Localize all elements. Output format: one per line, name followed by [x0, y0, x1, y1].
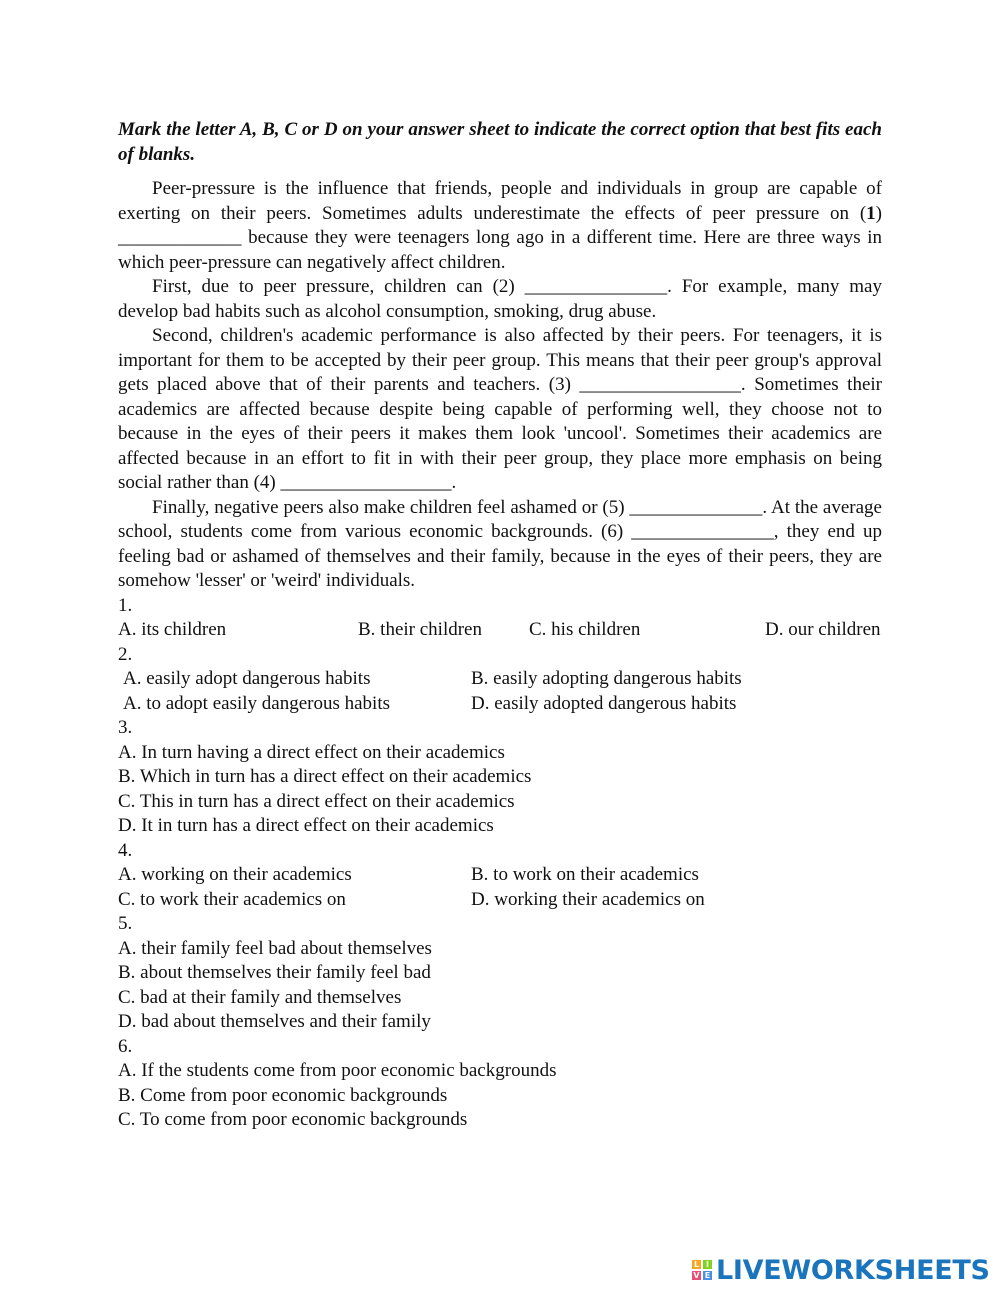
q2-option-c[interactable]: A. to adopt easily dangerous habits	[123, 692, 391, 714]
question-4-options-row-1	[118, 863, 882, 888]
q1-option-d[interactable]: D. our children	[765, 619, 881, 640]
question-number-1: 1.	[118, 594, 133, 616]
q1-option-a[interactable]: A. its children	[118, 619, 227, 640]
q1-option-c[interactable]: C. his children	[529, 619, 641, 640]
q3-option-c[interactable]: C. This in turn has a direct effect on their academics	[118, 790, 515, 812]
passage-paragraph-3: Second, children's academic performance is also affected by their peers. For teenagers, it is important for them to be accepted by their peer group. This means that their peer group's approval gets placed above that of their parents and teachers. (3) _________________. Sometimes their academics are affected because despite being capable of performing well, they choose not to because in the eyes of their peers it makes them look 'uncool'. Sometimes their academics are affected because in an effort to fit in with their peer group, they place more emphasis on being social rather than (4) __________________.	[118, 325, 882, 493]
blank-number-1: 1	[866, 202, 876, 224]
passage-p1-text-a: Peer-pressure is the influence that friends, people and individuals in group are capable of exerting on their peers. Sometimes adults underestimate the effects of peer pressure on (	[118, 178, 882, 224]
q4-option-c[interactable]: C. to work their academics on	[118, 888, 346, 910]
q1-option-b[interactable]: B. their children	[358, 619, 482, 640]
q5-option-d[interactable]: D. bad about themselves and their family	[118, 1011, 431, 1032]
q3-option-d[interactable]: D. It in turn has a direct effect on their academics	[118, 815, 494, 836]
instruction-heading: Mark the letter A, B, C or D on your answer sheet to indicate the correct option that best fits each of blanks.	[118, 119, 882, 165]
q4-option-d[interactable]: D. working their academics on	[471, 888, 705, 910]
q6-option-b[interactable]: B. Come from poor economic backgrounds	[118, 1084, 448, 1106]
q2-option-a[interactable]: A. easily adopt dangerous habits	[123, 668, 371, 689]
q4-option-b[interactable]: B. to work on their academics	[471, 864, 699, 885]
liveworksheets-logo-icon: L I V E	[693, 1260, 711, 1280]
liveworksheets-logo-text: LIVEWORKSHEETS	[716, 1254, 990, 1286]
q5-option-c[interactable]: C. bad at their family and themselves	[118, 986, 402, 1008]
question-number-5: 5.	[118, 913, 133, 934]
question-number-6: 6.	[118, 1035, 133, 1057]
worksheet-page	[118, 118, 882, 1133]
q3-option-a[interactable]: A. In turn having a direct effect on their academics	[118, 741, 505, 763]
passage-paragraph-2: First, due to peer pressure, children can (2) _______________. For example, many may develop bad habits such as alcohol consumption, smoking, drug abuse.	[118, 276, 882, 322]
question-2-options-row-1	[118, 667, 882, 692]
liveworksheets-logo	[692, 1255, 990, 1285]
q4-option-a[interactable]: A. working on their academics	[118, 864, 352, 885]
q2-option-d[interactable]: D. easily adopted dangerous habits	[471, 692, 737, 714]
question-number-4: 4.	[118, 839, 133, 861]
question-number-2: 2.	[118, 643, 133, 665]
q6-option-a[interactable]: A. If the students come from poor economic backgrounds	[118, 1060, 557, 1081]
question-1-options	[118, 618, 882, 643]
q5-option-b[interactable]: B. about themselves their family feel bad	[118, 962, 431, 983]
passage-paragraph-1	[118, 177, 882, 275]
passage-p1-text-b: ) _____________ because they were teenagers long ago in a different time. Here are three ways in which peer-pressure can negatively affect children.	[118, 202, 882, 273]
passage-paragraph-4: Finally, negative peers also make children feel ashamed or (5) ______________. At the average school, students come from various economic backgrounds. (6) _______________, they end up feeling bad or ashamed of themselves and their family, because in the eyes of their peers, they are somehow 'lesser' or 'weird' individuals.	[118, 496, 882, 591]
q6-option-c[interactable]: C. To come from poor economic backgrounds	[118, 1109, 468, 1130]
q5-option-a[interactable]: A. their family feel bad about themselves	[118, 937, 432, 959]
question-number-3: 3.	[118, 717, 133, 738]
q2-option-b[interactable]: B. easily adopting dangerous habits	[471, 668, 742, 689]
q3-option-b[interactable]: B. Which in turn has a direct effect on their academics	[118, 766, 532, 787]
question-2-options-row-2	[118, 692, 882, 717]
question-4-options-row-2	[118, 888, 882, 913]
